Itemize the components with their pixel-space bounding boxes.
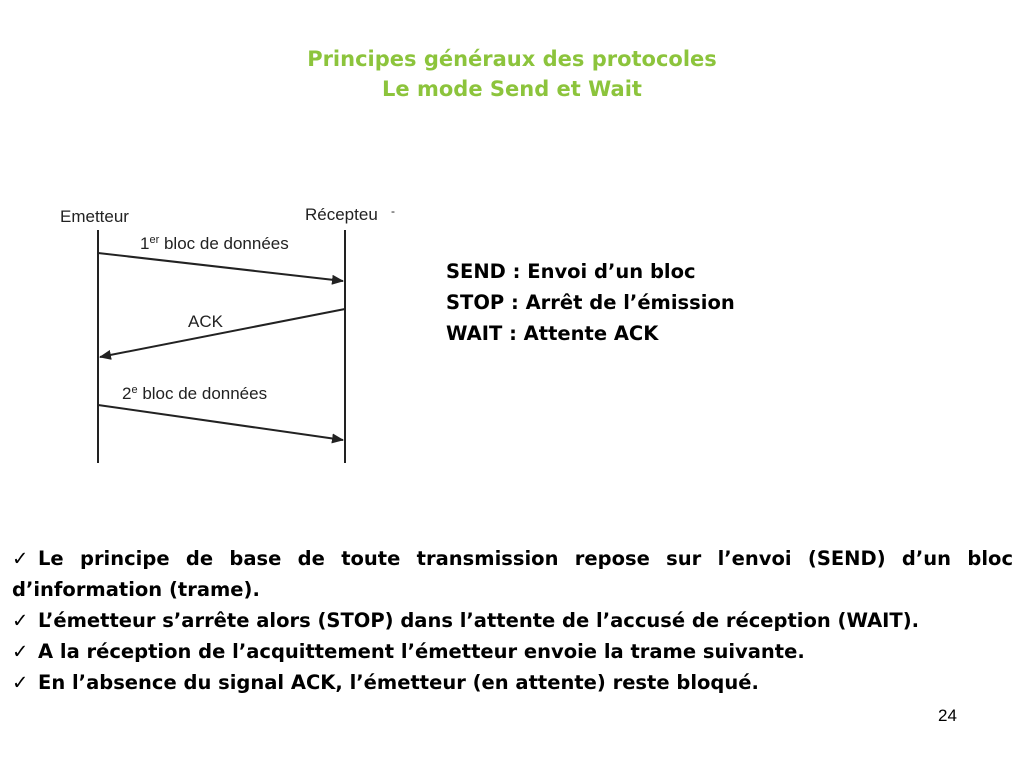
sender-label: Emetteur xyxy=(60,207,129,226)
ack-label: ACK xyxy=(188,312,223,331)
definitions-list xyxy=(446,256,735,349)
first-block-label: 1er bloc de données xyxy=(140,234,289,253)
definition-stop: STOP : Arrêt de l’émission xyxy=(446,291,735,314)
page-number: 24 xyxy=(938,706,957,725)
check-icon: ✓ xyxy=(12,547,29,570)
bullet-item: ✓ L’émetteur s’arrête alors (STOP) dans l’attente de l’accusé de réception (WAIT). xyxy=(12,605,1013,636)
receiver-label-tick: - xyxy=(391,204,395,218)
check-icon: ✓ xyxy=(12,609,29,632)
slide-title: Principes généraux des protocoles xyxy=(307,47,717,71)
bullet-list xyxy=(12,543,1013,698)
bullet-item: ✓ Le principe de base de toute transmission repose sur l’envoi (SEND) d’un bloc d’information (trame). xyxy=(12,543,1013,605)
slide-subtitle: Le mode Send et Wait xyxy=(382,77,642,101)
bullet-item: ✓ En l’absence du signal ACK, l’émetteur (en attente) reste bloqué. xyxy=(12,667,1013,698)
second-block-arrow xyxy=(98,405,343,440)
second-block-label: 2e bloc de données xyxy=(122,384,268,403)
definition-send: SEND : Envoi d’un bloc xyxy=(446,260,696,283)
first-block-arrow xyxy=(98,253,343,281)
check-icon: ✓ xyxy=(12,640,29,663)
check-icon: ✓ xyxy=(12,671,29,694)
bullet-item: ✓ A la réception de l’acquittement l’émetteur envoie la trame suivante. xyxy=(12,636,1013,667)
send-wait-sequence-diagram xyxy=(50,195,410,470)
receiver-label: Récepteu xyxy=(305,205,378,224)
definition-wait: WAIT : Attente ACK xyxy=(446,322,659,345)
